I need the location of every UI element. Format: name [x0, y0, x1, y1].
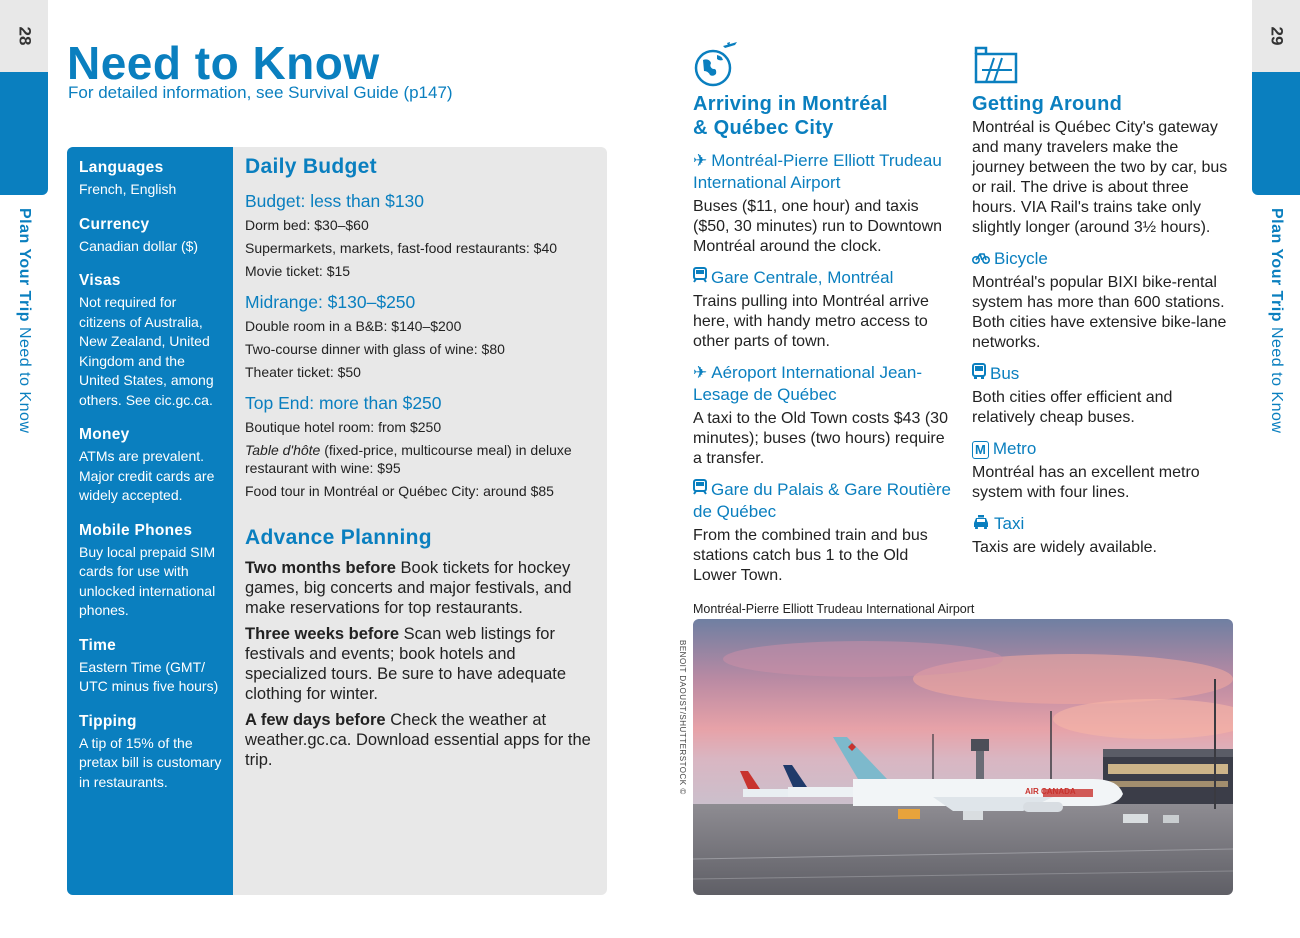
plane-icon: ✈ [693, 151, 708, 170]
train-icon [693, 267, 707, 289]
page-number-right: 29 [1266, 26, 1286, 46]
fact-money: Money ATMs are prevalent. Major credit cards are widely accepted. [79, 426, 215, 503]
budget-tier: Budget: less than $130 Dorm bed: $30–$60 Supermarkets, markets, fast-food restaurants: $40 Movie ticket: $15 [245, 191, 558, 279]
fact-currency: Currency Canadian dollar ($) [79, 215, 199, 254]
advance-planning-title: Advance Planning [245, 526, 432, 549]
arrival-gare-palais-heading: Gare du Palais & Gare Routière de Québec [693, 480, 952, 521]
train-icon [693, 479, 707, 501]
airport-photo [693, 619, 1233, 895]
side-label-right: Plan Your Trip Need to Know [1268, 208, 1285, 434]
transit-map-icon [972, 40, 1020, 88]
arriving-title: Arriving in Montréal & Québec City [693, 93, 888, 139]
arriving-column: Arriving in Montréal & Québec City ✈ Montréal-Pierre Elliott Trudeau International Airport Buses ($11, one hour) and taxis ($50, 30 minutes) run to Downtown Montréal around the clock. Gare Centrale, Montréal Trains pulling into Montréal arrive here, with handy metro access to other parts of town. ✈ Aéroport International Jean-Lesage de Québec A taxi to the Old Town costs $43 (30 minutes); buses (two hours) require a transfer. Gare du Palais & Gare Routière de Québec From the combined train and bus stations catch bus 1 to the Old Lower Town. [693, 40, 953, 596]
metro-icon: M [972, 441, 989, 459]
getting-around-column: Getting Around Montréal is Québec City's gateway and many travelers make the journey between the two by car, bus or rail. The drive is about three hours. VIA Rail's trains take only slightly longer (around 3½ hours). Bicycle Montréal's popular BIXI bike-rental system has more than 600 stations. Both cities have extensive bike-lane networks. Bus Both cities offer efficient and relatively cheap buses. M Metro Montréal has an excellent metro system with four lines. Taxi Taxis are widely available. [972, 40, 1234, 568]
plan-item: A few days before Check the weather at weather.gc.ca. Download essential apps for the trip. [245, 711, 591, 769]
side-label-left: Plan Your Trip Need to Know [16, 208, 33, 434]
page-number-left: 28 [14, 26, 34, 46]
quick-facts-column [67, 147, 233, 895]
photo-caption: Montréal-Pierre Elliott Trudeau International Airport [693, 602, 975, 616]
bus-heading: Bus [972, 363, 1234, 385]
fact-languages: Languages French, English [79, 159, 177, 197]
right-page-tab [1252, 0, 1300, 195]
plan-item: Two months before Book tickets for hockey games, big concerts and major festivals, and make reservations for top restaurants. [245, 559, 572, 617]
plane-livery-text: AIR CANADA [1025, 787, 1076, 796]
taxi-heading: Taxi [972, 513, 1234, 535]
bus-icon [972, 363, 986, 385]
page-subtitle: For detailed information, see Survival Guide (p147) [68, 83, 453, 102]
arrival-gare-centrale-heading: Gare Centrale, Montréal [693, 267, 953, 289]
fact-tipping: Tipping A tip of 15% of the pretax bill is customary in restaurants. [79, 712, 222, 790]
daily-budget-title: Daily Budget [245, 155, 377, 178]
bicycle-heading: Bicycle [972, 248, 1234, 270]
top-end-tier: Top End: more than $250 Boutique hotel room: from $250 Table d'hôte (fixed-price, multicourse meal) in deluxe restaurant with wine: $95 Food tour in Montréal or Québec City: around $85 [245, 393, 572, 499]
fact-visas: Visas Not required for citizens of Australia, New Zealand, United Kingdom and the United States, among others. See cic.gc.ca. [79, 272, 214, 408]
midrange-tier: Midrange: $130–$250 Double room in a B&B: $140–$200 Two-course dinner with glass of wine: $80 Theater ticket: $50 [245, 292, 505, 380]
taxi-icon [972, 513, 990, 535]
bicycle-icon [972, 248, 990, 270]
arrival-airport-quebec-heading: ✈ Aéroport International Jean-Lesage de Québec [693, 363, 922, 404]
getting-around-title: Getting Around [972, 93, 1123, 115]
left-page-tab [0, 0, 48, 195]
photo-credit: BENOIT DAOUST/SHUTTERSTOCK © [678, 640, 687, 795]
metro-heading: M Metro [972, 438, 1234, 460]
plane-icon: ✈ [693, 363, 708, 382]
fact-time: Time Eastern Time (GMT/ UTC minus five hours) [79, 636, 219, 694]
globe-plane-icon [693, 40, 741, 88]
arrival-airport-mtl-heading: ✈ Montréal-Pierre Elliott Trudeau International Airport [693, 151, 942, 192]
page-title: Need to Know [67, 37, 380, 89]
plan-item: Three weeks before Scan web listings for festivals and events; book hotels and specialized tours. Be sure to have adequate clothing for winter. [245, 625, 567, 703]
fact-mobile-phones: Mobile Phones Buy local prepaid SIM cards for use with unlocked international phones. [79, 521, 216, 618]
info-panel [67, 147, 607, 895]
getting-around-intro: Montréal is Québec City's gateway and many travelers make the journey between the two by car, bus or rail. The drive is about three hours. VIA Rail's trains take only slightly longer (around 3½ hours). [972, 119, 1228, 236]
budget-column [233, 147, 607, 895]
